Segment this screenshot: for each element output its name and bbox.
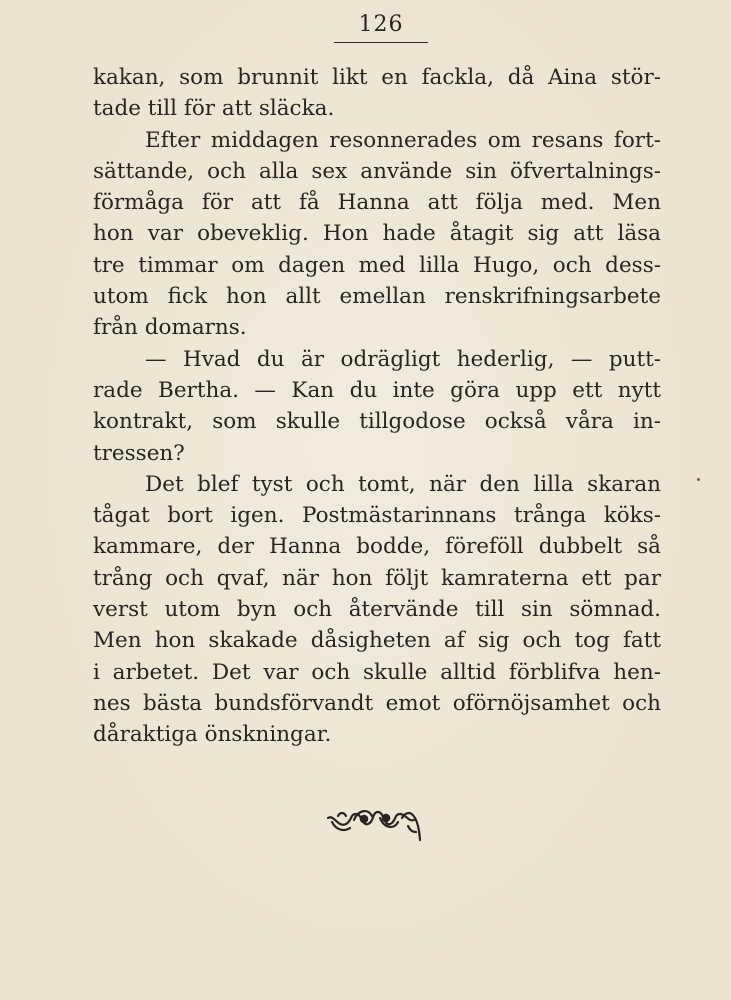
vine-scroll-ornament-icon	[324, 800, 424, 844]
body-text	[93, 62, 661, 751]
text-line: i arbetet. Det var och skulle alltid förblifva hen-	[93, 659, 661, 685]
header-rule	[334, 42, 428, 43]
text-line: — Hvad du är odrägligt hederlig, — putt-	[145, 346, 661, 372]
text-line: kammare, der Hanna bodde, föreföll dubbelt så	[93, 534, 661, 560]
page-number: 126	[358, 12, 404, 37]
text-line: kontrakt, som skulle tillgodose också våra in-	[93, 409, 661, 435]
text-line: trång och qvaf, när hon följt kamraterna ett par	[93, 565, 661, 591]
text-line: dåraktiga önskningar.	[93, 722, 332, 748]
text-line: hon var obeveklig. Hon hade åtagit sig att läsa	[93, 221, 661, 247]
paper-speck	[697, 478, 700, 481]
text-line: kakan, som brunnit likt en fackla, då Aina stör-	[93, 65, 661, 90]
text-line: Efter middagen resonnerades om resans fort-	[145, 127, 661, 153]
text-line: tressen?	[93, 440, 185, 466]
text-line: nes bästa bundsförvandt emot oförnöjsamhet och	[93, 690, 661, 716]
text-line: Men hon skakade dåsigheten af sig och tog fatt	[93, 628, 661, 654]
text-line: tre timmar om dagen med lilla Hugo, och dess-	[93, 252, 661, 278]
text-line: tade till för att släcka.	[93, 96, 335, 122]
text-line: från domarns.	[93, 315, 247, 341]
text-line: förmåga för att få Hanna att följa med. Men	[93, 190, 661, 216]
text-line: sättande, och alla sex använde sin öfvertalnings-	[93, 158, 661, 184]
text-line: tågat bort igen. Postmästarinnans trånga köks-	[93, 503, 661, 529]
text-line: verst utom byn och återvände till sin sömnad.	[93, 597, 661, 623]
text-line: utom fick hon allt emellan renskrifningsarbete	[93, 284, 661, 310]
text-line: Det blef tyst och tomt, när den lilla skaran	[145, 471, 661, 497]
text-line: rade Bertha. — Kan du inte göra upp ett nytt	[93, 377, 661, 403]
